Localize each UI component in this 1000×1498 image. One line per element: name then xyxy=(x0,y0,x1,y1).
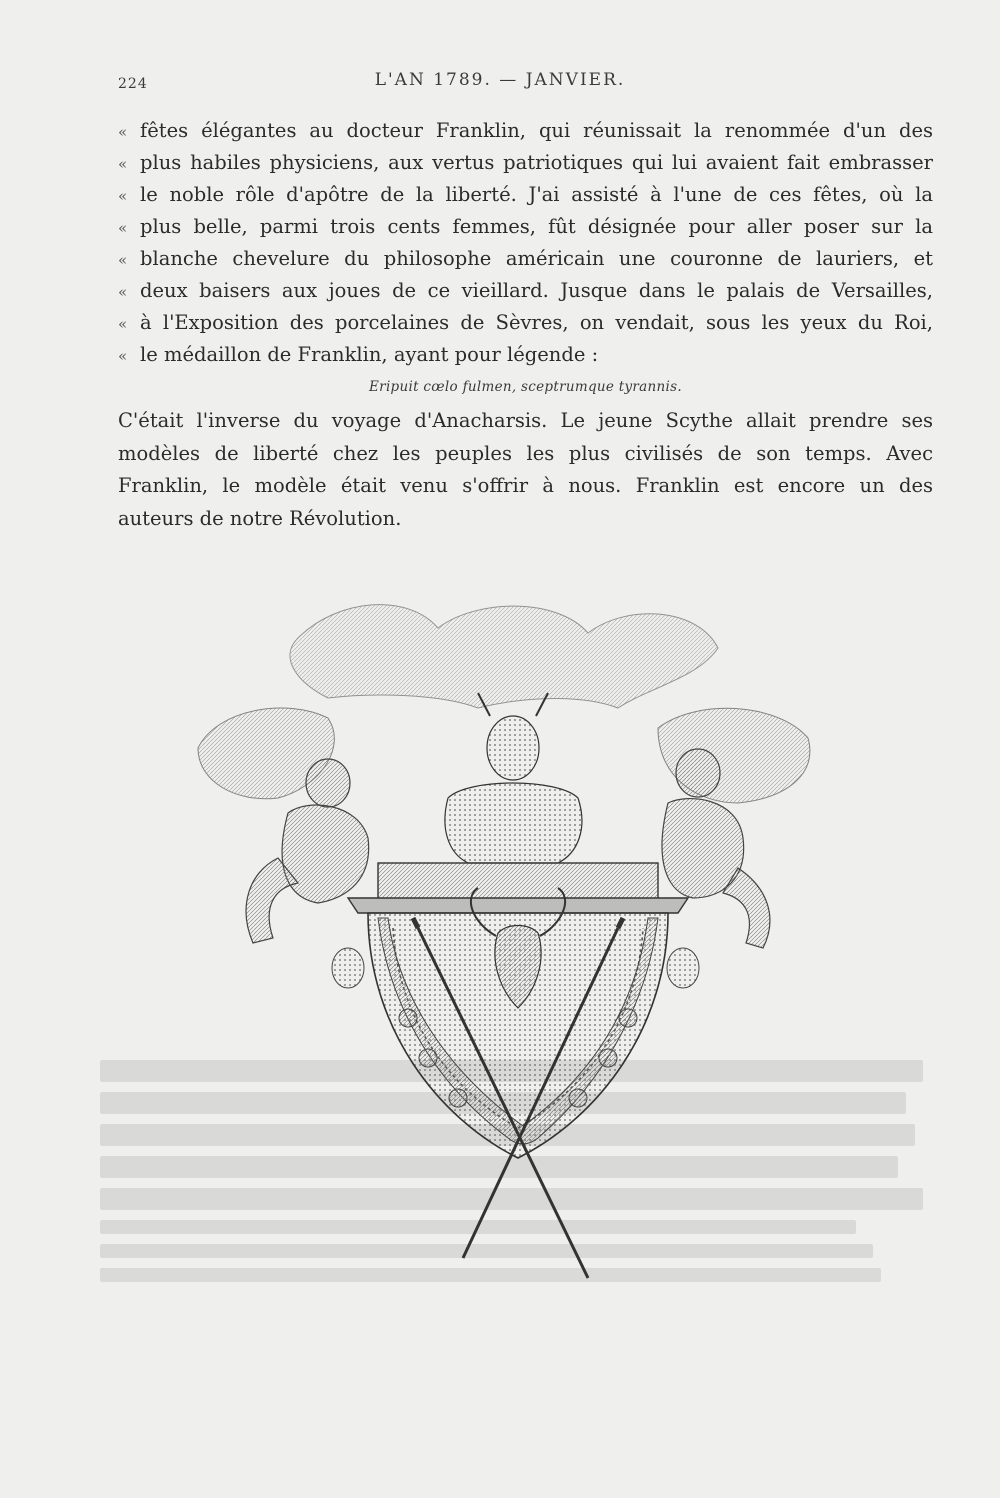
running-head: L'AN 1789. — JANVIER. xyxy=(374,70,626,90)
quote-mark: « xyxy=(118,251,128,269)
quote-line-text: le noble rôle d'apôtre de la liberté. J'ai assisté à l'une de ces fêtes, où la xyxy=(140,183,933,206)
quote-line xyxy=(118,115,933,147)
quote-mark: « xyxy=(118,283,128,301)
faun-bust xyxy=(445,693,582,863)
quote-mark: « xyxy=(118,123,128,141)
quote-mark: « xyxy=(118,315,128,333)
quote-line-text: le médaillon de Franklin, ayant pour légende : xyxy=(140,343,599,366)
quote-line xyxy=(118,179,933,211)
text-block xyxy=(118,115,933,535)
quote-line-text: fêtes élégantes au docteur Franklin, qui réunissait la renommée d'un des xyxy=(140,119,933,142)
quote-line-text: plus habiles physiciens, aux vertus patriotiques qui lui avaient fait embrasser xyxy=(140,151,933,174)
quote-line xyxy=(118,211,933,243)
quote-line xyxy=(118,339,933,371)
quote-mark: « xyxy=(118,219,128,237)
epigraph: Eripuit cœlo fulmen, sceptrumque tyrannis. xyxy=(369,379,682,395)
engraved-vignette xyxy=(178,598,858,1288)
quote-line xyxy=(118,275,933,307)
quote-mark: « xyxy=(118,155,128,173)
paragraph-line: C'était l'inverse du voyage d'Anacharsis. Le jeune Scythe allait prendre ses xyxy=(118,409,933,432)
quote-line xyxy=(118,147,933,179)
quote-mark: « xyxy=(118,347,128,365)
quote-line-text: à l'Exposition des porcelaines de Sèvres, on vendait, sous les yeux du Roi, xyxy=(140,311,933,334)
quote-line-text: plus belle, parmi trois cents femmes, fût désignée pour aller poser sur la xyxy=(140,215,933,238)
page-number: 224 xyxy=(118,76,148,92)
quote-line-text: blanche chevelure du philosophe américain une couronne de lauriers, et xyxy=(140,247,933,270)
quote-line xyxy=(118,243,933,275)
pedestal xyxy=(348,863,688,913)
quote-mark: « xyxy=(118,187,128,205)
paragraph-line: modèles de liberté chez les peuples les plus civilisés de son temps. Avec xyxy=(118,441,933,465)
quote-line-text: deux baisers aux joues de ce vieillard. Jusque dans le palais de Versailles, xyxy=(140,279,933,302)
paragraph-line: auteurs de notre Révolution. xyxy=(118,506,402,530)
paragraph-line: Franklin, le modèle était venu s'offrir à nous. Franklin est encore un des xyxy=(118,474,933,497)
quote-line xyxy=(118,307,933,339)
